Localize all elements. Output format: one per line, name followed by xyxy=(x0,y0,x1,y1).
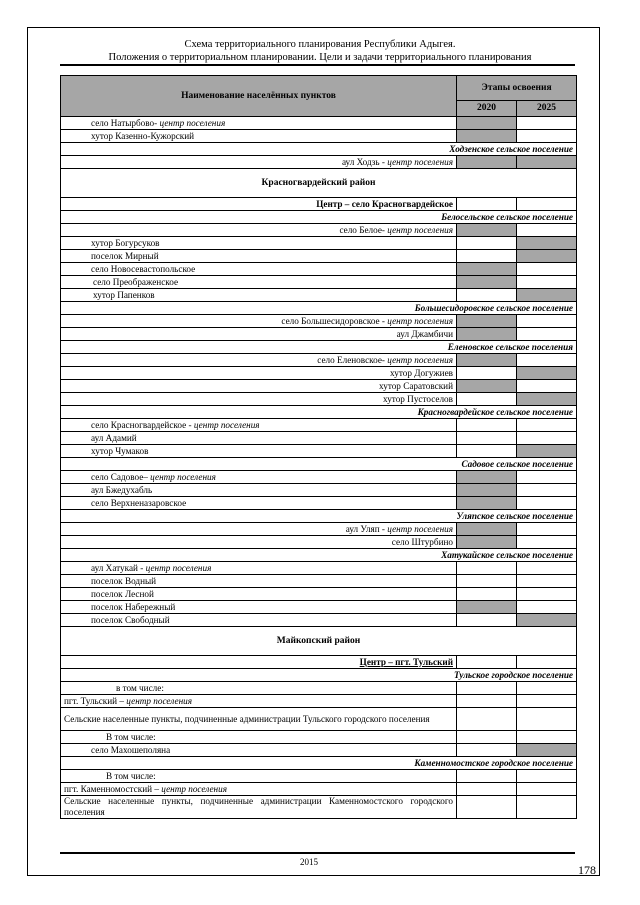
settlement-name xyxy=(61,484,457,497)
table-row xyxy=(61,682,577,695)
table-row xyxy=(61,117,577,130)
table-row xyxy=(61,458,577,471)
table-row xyxy=(61,302,577,315)
settlement-label: село Штурбино xyxy=(391,536,453,547)
settlement-label: село Садовое xyxy=(91,471,144,482)
stage-cell-2025 xyxy=(517,315,577,328)
settlement-label: В том числе: xyxy=(106,770,156,781)
stage-cell-2020 xyxy=(457,224,517,237)
stage-cell-2025 xyxy=(517,445,577,458)
settlement-label: село Махошеполяна xyxy=(91,744,171,755)
stage-cell-2020 xyxy=(457,130,517,143)
stage-cell-2025 xyxy=(517,393,577,406)
settlement-name xyxy=(61,432,457,445)
table-row xyxy=(61,289,577,302)
settlement-label: хутор Пустоселов xyxy=(382,393,453,404)
stage-cell-2020 xyxy=(457,198,517,211)
settlements-table-body xyxy=(61,117,577,819)
table-row xyxy=(61,669,577,682)
settlement-label: село Верхненазаровское xyxy=(91,497,187,508)
settlement-name xyxy=(61,445,457,458)
stage-cell-2025 xyxy=(517,731,577,744)
settlement-center-tag: - центр поселения xyxy=(137,562,212,573)
settlement-name xyxy=(61,770,457,783)
settlement-name xyxy=(61,380,457,393)
settlement-name xyxy=(61,393,457,406)
stage-cell-2020 xyxy=(457,796,517,819)
stage-cell-2020 xyxy=(457,783,517,796)
settlement-label: аул Бжедухабль xyxy=(91,484,153,495)
settlement-section-title: Красногвардейское сельское поселение xyxy=(61,406,577,419)
stage-cell-2025 xyxy=(517,614,577,627)
settlement-name xyxy=(61,156,457,169)
table-row xyxy=(61,770,577,783)
settlement-label: хутор Богурсуков xyxy=(91,237,160,248)
stage-cell-2020 xyxy=(457,276,517,289)
stage-cell-2020 xyxy=(457,614,517,627)
table-row xyxy=(61,695,577,708)
settlement-label: аул Адамий xyxy=(91,432,137,443)
header-line-1: Схема территориального планирования Республики Адыгея. xyxy=(184,39,456,50)
settlement-label: село Натырбово xyxy=(91,117,155,128)
table-row xyxy=(61,536,577,549)
settlement-label: поселок Лесной xyxy=(91,588,154,599)
stage-cell-2020 xyxy=(457,770,517,783)
settlement-name xyxy=(61,783,457,796)
settlement-section-title: Уляпское сельское поселение xyxy=(61,510,577,523)
stage-cell-2025 xyxy=(517,471,577,484)
table-row xyxy=(61,432,577,445)
page-number: 178 xyxy=(578,863,596,877)
stage-cell-2020 xyxy=(457,695,517,708)
settlement-name xyxy=(61,367,457,380)
settlement-center-tag: - центр поселения xyxy=(154,117,226,128)
table-row xyxy=(61,143,577,156)
stage-cell-2025 xyxy=(517,575,577,588)
column-header-2020: 2020 xyxy=(457,101,517,117)
settlement-section-title: Тульское городское поселение xyxy=(61,669,577,682)
stage-cell-2025 xyxy=(517,237,577,250)
settlement-label: село Новосевастопольское xyxy=(91,263,196,274)
stage-cell-2025 xyxy=(517,354,577,367)
stage-cell-2025 xyxy=(517,682,577,695)
table-row xyxy=(61,471,577,484)
district-title: Майкопский район xyxy=(61,627,577,656)
settlement-name xyxy=(61,497,457,510)
settlement-name xyxy=(61,130,457,143)
stage-cell-2020 xyxy=(457,419,517,432)
settlement-label: аул Ходзь xyxy=(341,156,380,167)
table-row xyxy=(61,393,577,406)
settlement-name xyxy=(61,601,457,614)
table-row xyxy=(61,263,577,276)
table-row xyxy=(61,341,577,354)
stage-cell-2020 xyxy=(457,523,517,536)
stage-cell-2020 xyxy=(457,237,517,250)
table-row xyxy=(61,484,577,497)
stage-cell-2025 xyxy=(517,770,577,783)
settlement-name xyxy=(61,276,457,289)
stage-cell-2020 xyxy=(457,708,517,731)
settlement-section-title: Каменномостское городское поселение xyxy=(61,757,577,770)
stage-cell-2020 xyxy=(457,731,517,744)
table-row xyxy=(61,627,577,656)
table-row xyxy=(61,796,577,819)
stage-cell-2025 xyxy=(517,744,577,757)
table-row xyxy=(61,783,577,796)
stage-cell-2020 xyxy=(457,656,517,669)
settlement-name xyxy=(61,731,457,744)
settlement-name xyxy=(61,614,457,627)
settlement-label: село Большесидоровское xyxy=(281,315,380,326)
table-row xyxy=(61,130,577,143)
table-row xyxy=(61,211,577,224)
table-row xyxy=(61,708,577,731)
settlement-center-tag: - центр поселения xyxy=(379,523,453,534)
table-row xyxy=(61,549,577,562)
settlement-section-title: Большесидоровское сельское поселение xyxy=(61,302,577,315)
settlement-name xyxy=(61,695,457,708)
stage-cell-2025 xyxy=(517,536,577,549)
header-line-2: Положения о территориальном планировании. Цели и задачи территориального планирования xyxy=(108,52,532,63)
stage-cell-2020 xyxy=(457,575,517,588)
header-divider xyxy=(60,64,575,66)
table-row xyxy=(61,328,577,341)
settlement-label: поселок Свободный xyxy=(91,614,170,625)
settlement-name xyxy=(61,328,457,341)
settlement-center-tag: - центр поселения xyxy=(379,156,453,167)
district-center: Центр – пгт. Тульский xyxy=(61,656,457,669)
settlement-name xyxy=(61,536,457,549)
stage-cell-2025 xyxy=(517,276,577,289)
settlement-name xyxy=(61,575,457,588)
stage-cell-2020 xyxy=(457,536,517,549)
settlement-name xyxy=(61,588,457,601)
stage-cell-2020 xyxy=(457,289,517,302)
stage-cell-2025 xyxy=(517,224,577,237)
table-row xyxy=(61,354,577,367)
stage-cell-2025 xyxy=(517,484,577,497)
settlement-section-title: Хатукайское сельское поселение xyxy=(61,549,577,562)
stage-cell-2020 xyxy=(457,562,517,575)
settlement-name xyxy=(61,682,457,695)
settlement-label: село Преображенское xyxy=(93,276,179,287)
table-row xyxy=(61,497,577,510)
stage-cell-2020 xyxy=(457,432,517,445)
settlement-label: В том числе: xyxy=(106,731,156,742)
stage-cell-2025 xyxy=(517,380,577,393)
stage-cell-2025 xyxy=(517,156,577,169)
table-row xyxy=(61,367,577,380)
stage-cell-2020 xyxy=(457,328,517,341)
stage-cell-2025 xyxy=(517,432,577,445)
table-row xyxy=(61,237,577,250)
settlement-name xyxy=(61,224,457,237)
settlement-section-title: Садовое сельское поселение xyxy=(61,458,577,471)
settlement-label: хутор Казенно-Кужорский xyxy=(91,130,195,141)
stage-cell-2025 xyxy=(517,588,577,601)
stage-cell-2020 xyxy=(457,588,517,601)
footer-year: 2015 xyxy=(300,857,318,867)
settlement-center-tag: - центр поселения xyxy=(381,354,453,365)
stage-cell-2025 xyxy=(517,497,577,510)
settlement-section-title: Еленовское сельское поселения xyxy=(61,341,577,354)
table-row xyxy=(61,406,577,419)
table-row xyxy=(61,575,577,588)
stage-cell-2020 xyxy=(457,445,517,458)
settlement-center-tag: - центр поселения xyxy=(381,224,453,235)
table-row xyxy=(61,380,577,393)
table-row xyxy=(61,588,577,601)
settlement-label: село Красногвардейское xyxy=(91,419,187,430)
table-row xyxy=(61,315,577,328)
stage-cell-2025 xyxy=(517,250,577,263)
stage-cell-2020 xyxy=(457,117,517,130)
settlement-label: аул Уляп xyxy=(345,523,380,534)
stage-cell-2020 xyxy=(457,744,517,757)
settlement-center-tag: - центр поселения xyxy=(186,419,260,430)
table-row xyxy=(61,601,577,614)
table-row xyxy=(61,757,577,770)
settlement-label: поселок Водный xyxy=(91,575,157,586)
stage-cell-2025 xyxy=(517,198,577,211)
table-row xyxy=(61,224,577,237)
stage-cell-2020 xyxy=(457,497,517,510)
settlement-label: поселок Набережный xyxy=(91,601,176,612)
stage-cell-2025 xyxy=(517,796,577,819)
settlement-center-tag: – центр поселения xyxy=(152,783,227,794)
stage-cell-2020 xyxy=(457,380,517,393)
settlement-label: хутор Саратовский xyxy=(378,380,453,391)
settlement-name xyxy=(61,744,457,757)
stage-cell-2020 xyxy=(457,250,517,263)
settlement-label: поселок Мирный xyxy=(91,250,159,261)
table-row xyxy=(61,276,577,289)
settlement-name xyxy=(61,117,457,130)
column-header-name: Наименование населённых пунктов xyxy=(61,76,457,117)
stage-cell-2020 xyxy=(457,484,517,497)
settlement-label: село Еленовское xyxy=(317,354,382,365)
stage-cell-2020 xyxy=(457,263,517,276)
settlement-label: аул Джамбичи xyxy=(396,328,453,339)
table-row xyxy=(61,156,577,169)
settlement-name xyxy=(61,419,457,432)
settlements-table xyxy=(60,75,577,819)
settlement-label: хутор Папенков xyxy=(93,289,155,300)
stage-cell-2025 xyxy=(517,601,577,614)
stage-cell-2020 xyxy=(457,354,517,367)
stage-cell-2025 xyxy=(517,523,577,536)
footer-divider xyxy=(60,852,575,854)
stage-cell-2020 xyxy=(457,315,517,328)
stage-cell-2025 xyxy=(517,328,577,341)
stage-cell-2025 xyxy=(517,367,577,380)
stage-cell-2025 xyxy=(517,562,577,575)
settlement-label: хутор Догужиев xyxy=(390,367,453,378)
table-row xyxy=(61,614,577,627)
settlement-center-tag: – центр поселения xyxy=(143,471,216,482)
stage-cell-2020 xyxy=(457,601,517,614)
table-row xyxy=(61,731,577,744)
stage-cell-2025 xyxy=(517,117,577,130)
settlement-name xyxy=(61,562,457,575)
stage-cell-2020 xyxy=(457,471,517,484)
stage-cell-2025 xyxy=(517,263,577,276)
settlement-name xyxy=(61,289,457,302)
settlement-label: в том числе: xyxy=(116,682,164,693)
settlement-name: Сельские населенные пункты, подчиненные администрации Каменномостского городского поселения xyxy=(61,796,457,819)
stage-cell-2020 xyxy=(457,393,517,406)
settlement-center-tag: - центр поселения xyxy=(379,315,453,326)
table-row xyxy=(61,510,577,523)
table-row xyxy=(61,656,577,669)
table-row xyxy=(61,562,577,575)
table-row xyxy=(61,419,577,432)
settlement-label: пгт. Каменномостский xyxy=(64,783,153,794)
settlement-section-title: Ходзенское сельское поселение xyxy=(61,143,577,156)
settlement-center-tag: – центр поселения xyxy=(117,695,193,706)
stage-cell-2025 xyxy=(517,289,577,302)
table-row xyxy=(61,744,577,757)
settlement-name: Сельские населенные пункты, подчиненные администрации Тульского городского поселения xyxy=(61,708,457,731)
stage-cell-2025 xyxy=(517,708,577,731)
document-header xyxy=(60,38,580,64)
settlement-name xyxy=(61,237,457,250)
settlement-name xyxy=(61,354,457,367)
table-row xyxy=(61,523,577,536)
stage-cell-2025 xyxy=(517,419,577,432)
stage-cell-2025 xyxy=(517,130,577,143)
stage-cell-2025 xyxy=(517,695,577,708)
table-row xyxy=(61,250,577,263)
stage-cell-2020 xyxy=(457,156,517,169)
stage-cell-2020 xyxy=(457,367,517,380)
settlement-name xyxy=(61,523,457,536)
table-row xyxy=(61,198,577,211)
column-header-2025: 2025 xyxy=(517,101,577,117)
stage-cell-2020 xyxy=(457,682,517,695)
settlement-name xyxy=(61,250,457,263)
settlement-name xyxy=(61,471,457,484)
settlement-name xyxy=(61,315,457,328)
district-center: Центр – село Красногвардейское xyxy=(61,198,457,211)
column-header-stages: Этапы освоения xyxy=(457,76,577,101)
stage-cell-2025 xyxy=(517,656,577,669)
settlement-label: аул Хатукай xyxy=(91,562,138,573)
settlement-label: пгт. Тульский xyxy=(64,695,118,706)
settlement-label: хутор Чумаков xyxy=(91,445,149,456)
settlement-section-title: Белосельское сельское поселение xyxy=(61,211,577,224)
settlement-label: село Белое xyxy=(339,224,382,235)
table-row xyxy=(61,169,577,198)
stage-cell-2025 xyxy=(517,783,577,796)
settlement-name xyxy=(61,263,457,276)
table-row xyxy=(61,445,577,458)
district-title: Красногвардейский район xyxy=(61,169,577,198)
